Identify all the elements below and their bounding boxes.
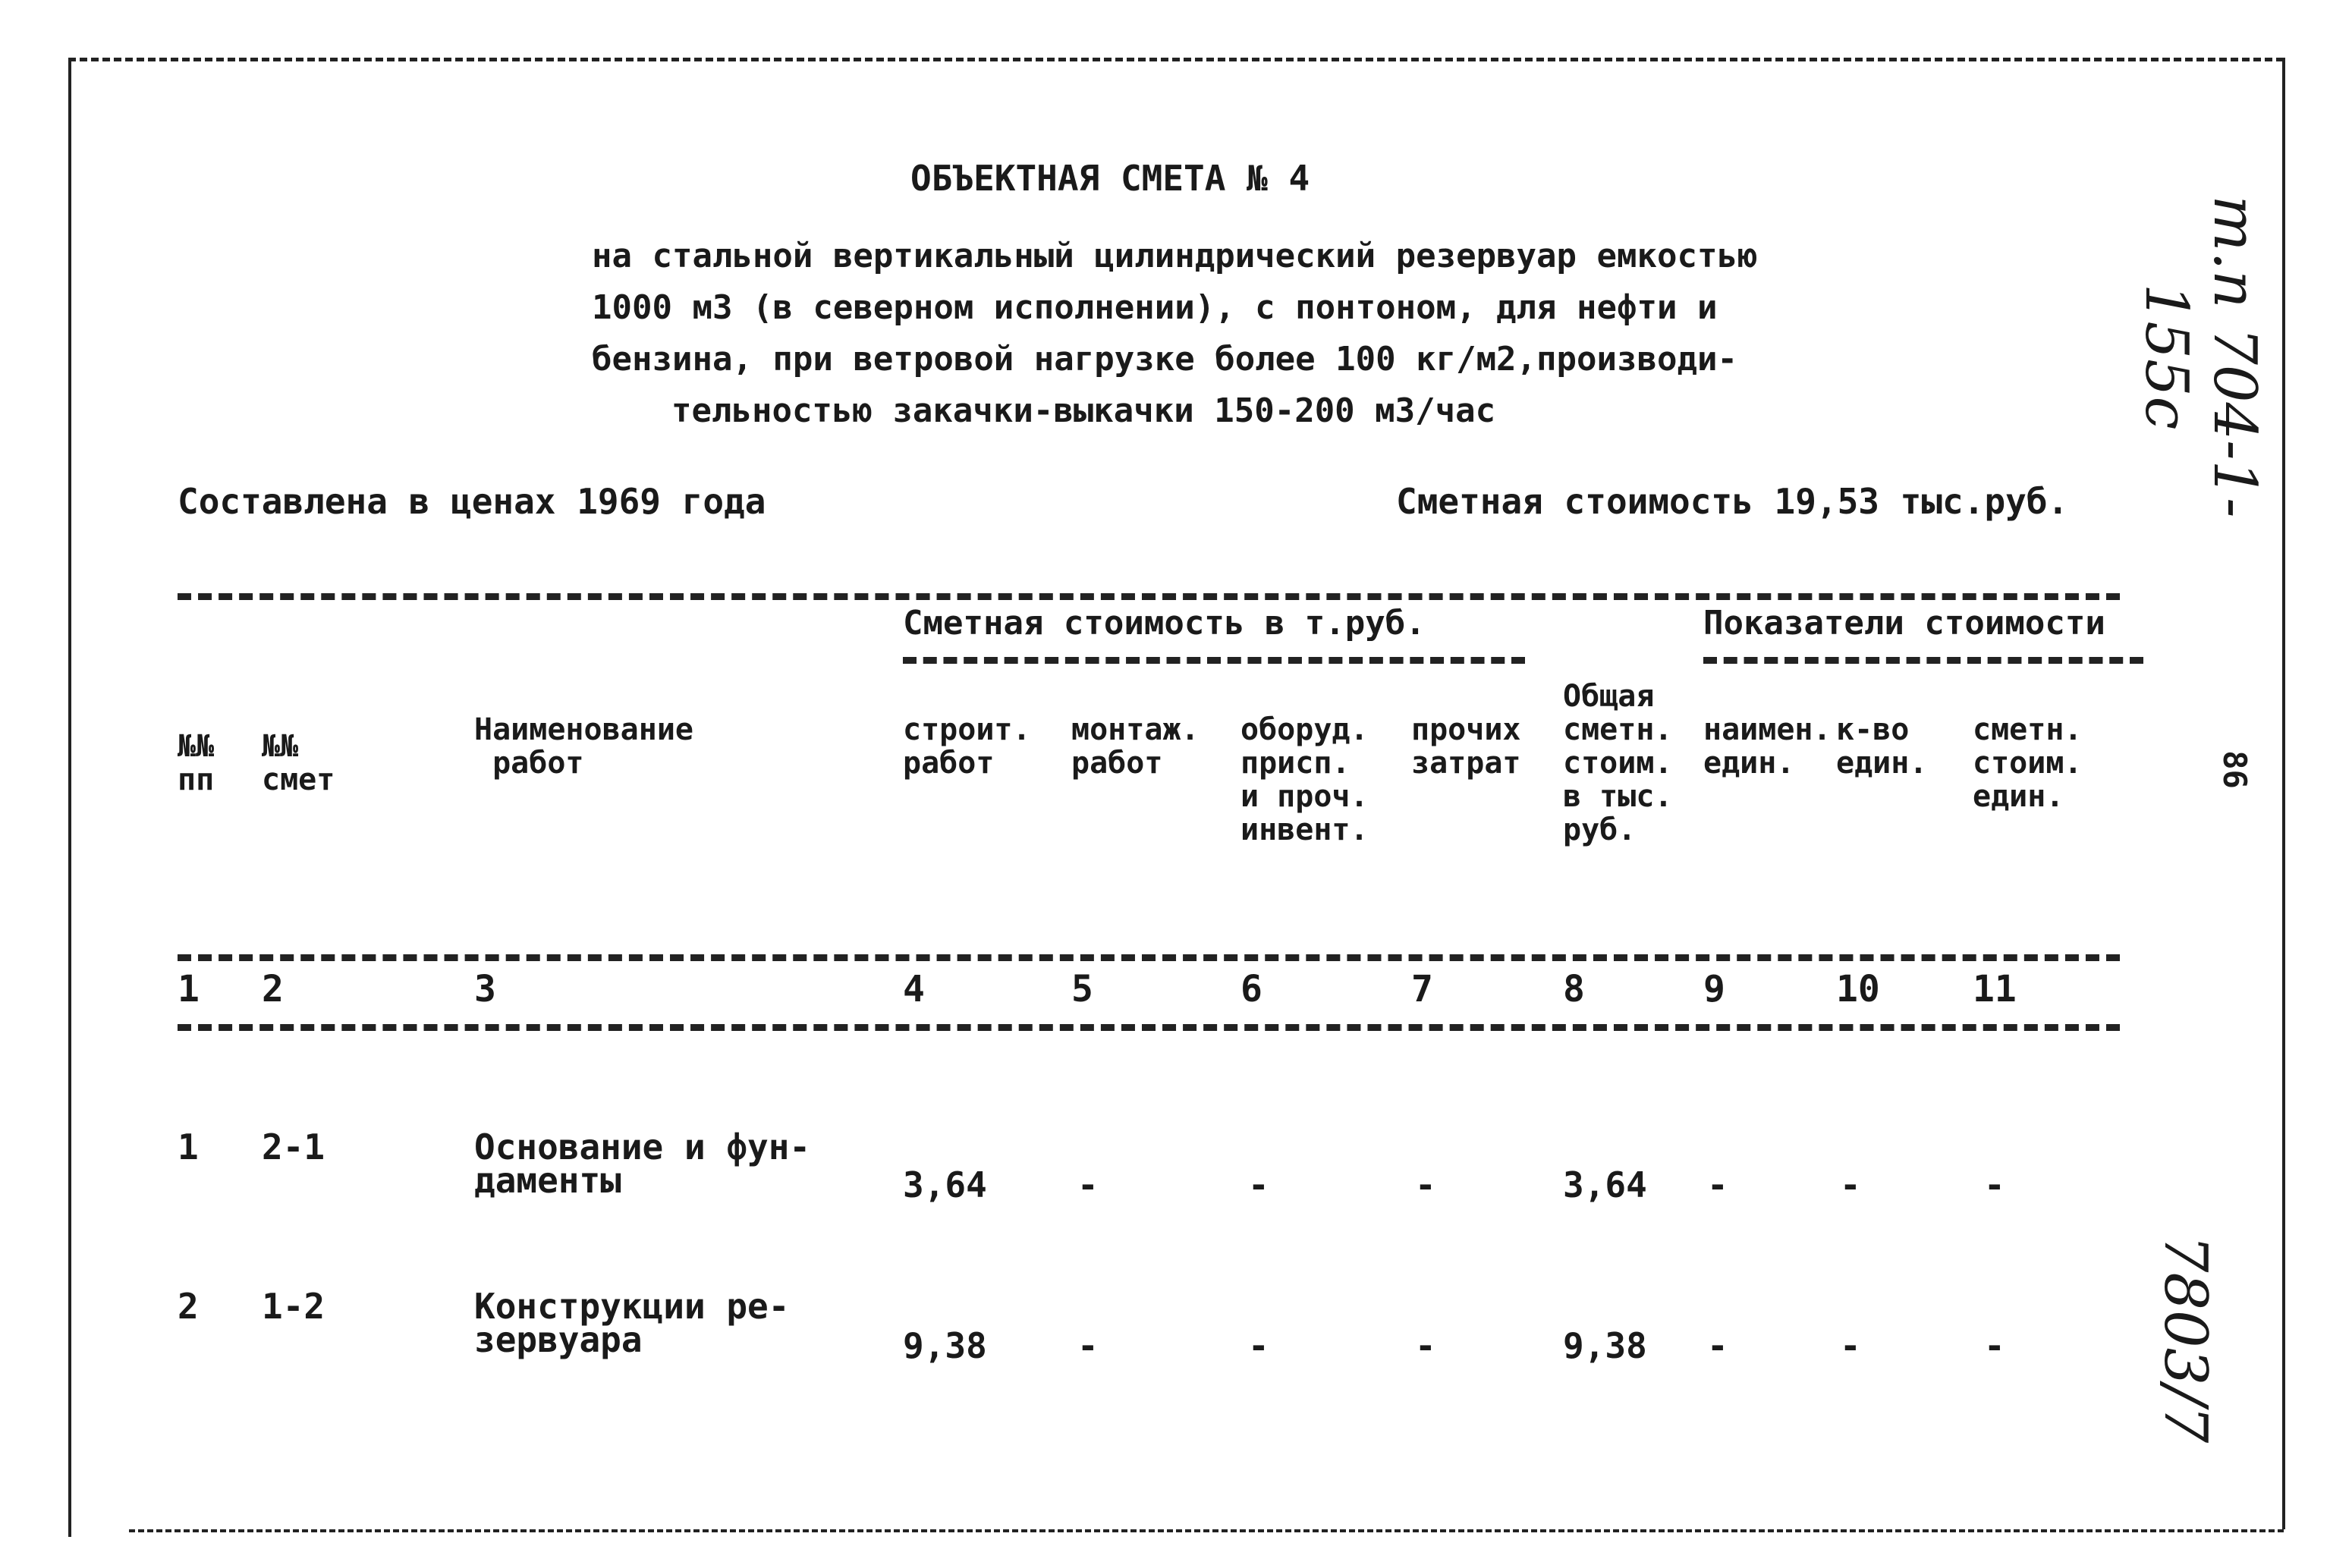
margin-code: т.п 704-1-155с xyxy=(2132,195,2269,518)
header-equipment: оборуд. присп. и проч. инвент. xyxy=(1240,712,1369,847)
row-cell-total: 9,38 xyxy=(1563,1325,1647,1366)
row-cell-total: 3,64 xyxy=(1563,1164,1647,1205)
row-cell-num: 2 xyxy=(178,1286,199,1327)
row-cell-unit-name: - xyxy=(1707,1164,1728,1205)
row-cell-equipment: - xyxy=(1248,1325,1269,1366)
column-number: 6 xyxy=(1240,968,1262,1010)
column-number: 11 xyxy=(1973,968,2017,1010)
header-unit-cost: сметн. стоим. един. xyxy=(1973,712,2083,814)
header-construction: строит. работ xyxy=(903,712,1031,781)
row-cell-installation: - xyxy=(1077,1325,1099,1366)
column-number: 5 xyxy=(1071,968,1093,1010)
column-number: 8 xyxy=(1563,968,1585,1010)
header-other: прочих затрат xyxy=(1411,712,1521,781)
row-cell-work-name: Конструкции ре- зервуара xyxy=(474,1286,790,1360)
cost-group-header: Сметная стоимость в т.руб. xyxy=(903,604,1426,643)
row-cell-unit-qty: - xyxy=(1840,1164,1861,1205)
row-cell-unit-name: - xyxy=(1707,1325,1728,1366)
row-cell-other: - xyxy=(1415,1164,1436,1205)
header-unit-qty: к-во един. xyxy=(1836,712,1928,781)
page-number: 86 xyxy=(2215,750,2253,789)
column-number: 3 xyxy=(474,968,496,1010)
row-cell-equipment: - xyxy=(1248,1164,1269,1205)
table-top-rule xyxy=(178,593,2120,600)
row-cell-unit-qty: - xyxy=(1840,1325,1861,1366)
row-cell-num: 1 xyxy=(178,1127,199,1167)
frame-right-border xyxy=(2282,58,2285,1529)
frame-bottom-border xyxy=(129,1529,2284,1532)
column-number: 1 xyxy=(178,968,200,1010)
column-number: 10 xyxy=(1836,968,1880,1010)
indicators-group-rule xyxy=(1703,657,2143,664)
total-cost: Сметная стоимость 19,53 тыс.руб. xyxy=(1396,481,2069,522)
header-bottom-rule xyxy=(178,954,2120,961)
row-cell-other: - xyxy=(1415,1325,1436,1366)
header-unit-name: наимен. един. xyxy=(1703,712,1832,781)
cost-group-rule xyxy=(903,657,1525,664)
row-cell-construction: 3,64 xyxy=(903,1164,987,1205)
row-cell-work-name: Основание и фун- даменты xyxy=(474,1127,811,1201)
header-work-name: Наименование работ xyxy=(474,712,693,781)
row-cell-unit-cost: - xyxy=(1984,1325,2005,1366)
column-number: 2 xyxy=(262,968,284,1010)
row-cell-estimate: 1-2 xyxy=(262,1286,325,1327)
header-installation: монтаж. работ xyxy=(1071,712,1200,781)
column-numbers-rule xyxy=(178,1024,2120,1031)
frame-top-border xyxy=(68,58,2284,61)
document-title: ОБЪЕКТНАЯ СМЕТА № 4 xyxy=(910,158,1310,199)
row-cell-construction: 9,38 xyxy=(903,1325,987,1366)
header-estimate-num: №№ смет xyxy=(262,729,335,797)
prices-note: Составлена в ценах 1969 года xyxy=(178,481,766,522)
row-cell-installation: - xyxy=(1077,1164,1099,1205)
column-number: 4 xyxy=(903,968,925,1010)
header-total: Общая сметн. стоим. в тыс. руб. xyxy=(1563,679,1673,847)
row-cell-unit-cost: - xyxy=(1984,1164,2005,1205)
margin-sheet: 7803/7 xyxy=(2151,1234,2219,1444)
row-cell-estimate: 2-1 xyxy=(262,1127,325,1167)
header-num: №№ пп xyxy=(178,729,215,797)
frame-left-border xyxy=(68,58,71,1537)
subtitle-line-2: 1000 м3 (в северном исполнении), с понтоном, для нефти и xyxy=(592,288,1718,327)
indicators-group-header: Показатели стоимости xyxy=(1703,604,2105,643)
subtitle-line-3: бензина, при ветровой нагрузке более 100 кг/м2,производи- xyxy=(592,340,1737,379)
subtitle-line-4: тельностью закачки-выкачки 150-200 м3/час xyxy=(671,391,1496,430)
column-number: 7 xyxy=(1411,968,1433,1010)
column-number: 9 xyxy=(1703,968,1725,1010)
subtitle-line-1: на стальной вертикальный цилиндрический резервуар емкостью xyxy=(592,237,1758,275)
